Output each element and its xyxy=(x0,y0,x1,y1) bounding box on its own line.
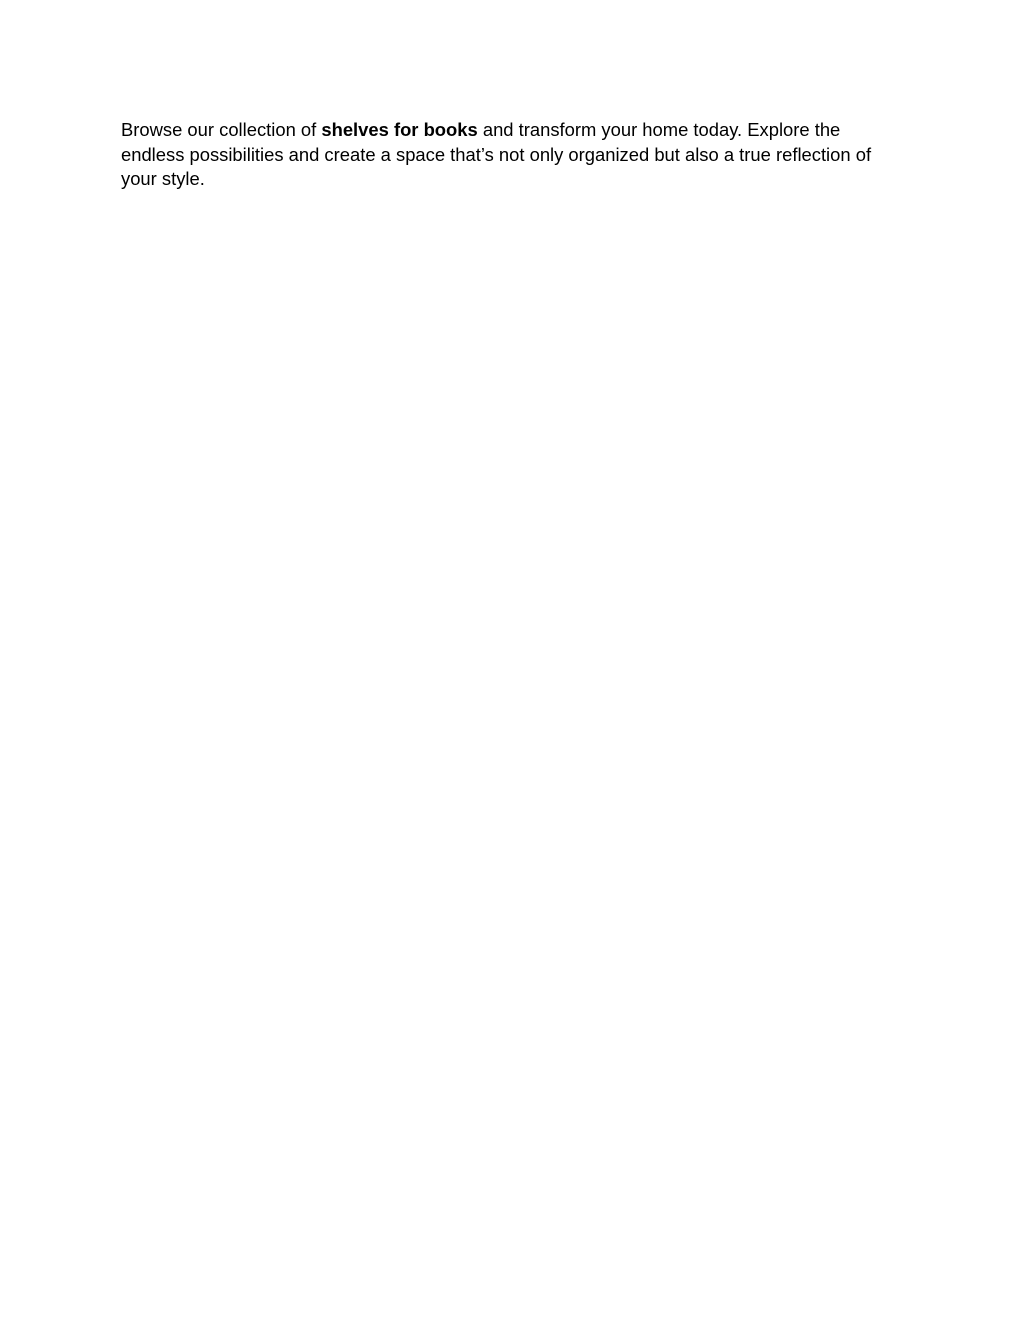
bold-keyword: shelves for books xyxy=(321,119,478,140)
paragraph-text-before: Browse our collection of xyxy=(121,119,322,140)
paragraph-text-after: and transform your home today. Explore the endless possibilities and create a space that’s not only organized but also a true reflection of your style. xyxy=(121,119,872,189)
body-paragraph xyxy=(121,118,891,192)
